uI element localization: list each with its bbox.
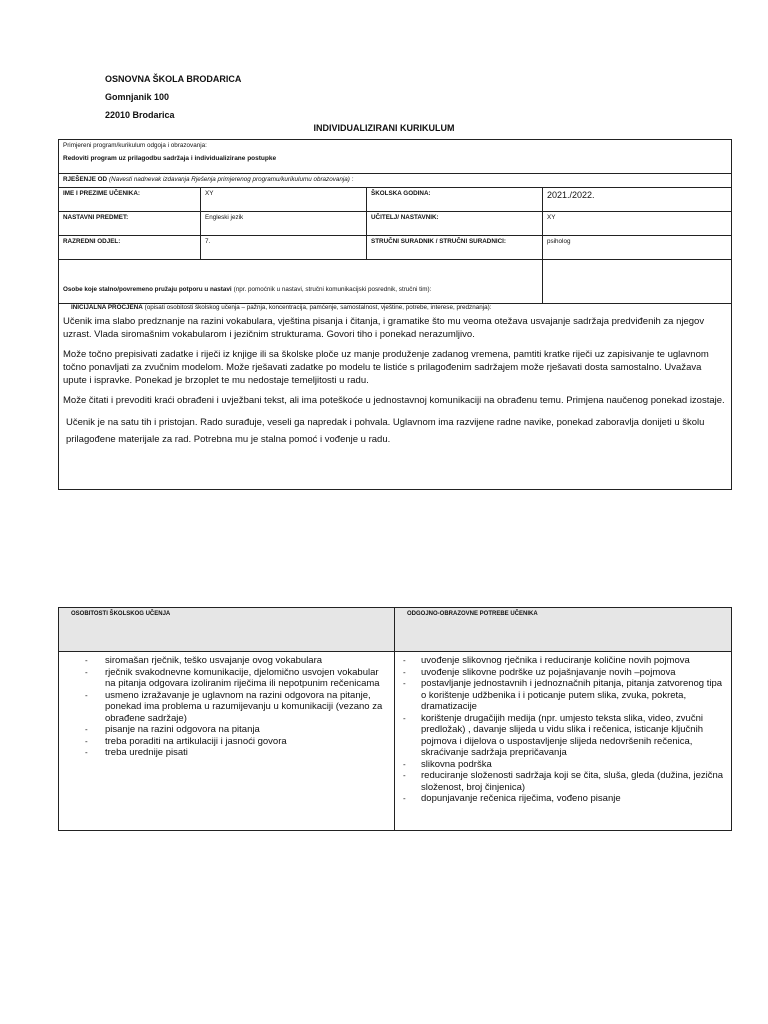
program-cell (59, 140, 732, 174)
educational-needs-cell (395, 652, 732, 831)
list-item: - treba poraditi na artikulaciji i jasnoći govora (65, 736, 388, 748)
support-note: (npr. pomoćnik u nastavi, stručni komunikacijski posrednik, stručni tim): (233, 286, 432, 293)
decision-label: RJEŠENJE OD (63, 176, 108, 183)
program-value: Redoviti program uz prilagodbu sadržaja i individualizirane postupke (63, 155, 277, 162)
school-name: OSNOVNA ŠKOLA BRODARICA (105, 74, 242, 84)
expert-label: STRUČNI SURADNIK / STRUČNI SURADNICI: (367, 236, 543, 260)
list-item: - uvođenje slikovnog rječnika i reduciranje količine novih pojmova (401, 655, 725, 667)
subject-label: NASTAVNI PREDMET: (59, 212, 201, 236)
learning-features-cell (59, 652, 395, 831)
class-value: 7. (201, 236, 367, 260)
class-label: RAZREDNI ODJEL: (59, 236, 201, 260)
document-title: INDIVIDUALIZIRANI KURIKULUM (313, 123, 455, 133)
program-label: Primjereni program/kurikulum odgoja i obrazovanja: (63, 142, 207, 149)
initial-title (71, 304, 727, 312)
expert-value: psiholog (543, 236, 732, 260)
learning-features-list (65, 655, 388, 759)
decision-suffix: : (351, 176, 354, 183)
initial-note: (opisati osobitosti školskog učenja – pažnja, koncentracija, pamćenje, samostalnost, vještine, potrebe, interese, predznanja): (144, 304, 492, 311)
initial-paragraph-3: Može čitati i prevoditi kraći obrađeni i uvježbani tekst, ali ima poteškoće u jednostavnoj komunikaciji na obrađenu temu. Primjena naučenog ponekad izostaje. (63, 395, 725, 406)
year-label: ŠKOLSKA GODINA: (367, 188, 543, 212)
teacher-value: XY (543, 212, 732, 236)
initial-paragraph-2: Može točno prepisivati zadatke i riječi iz knjige ili sa školske ploče uz manje produženje zadanog vremena, pamtiti kratke riječi uz zapisivanje te uglavnom točno ponavljati za zvučnim modelom. Može rješavati zadatke po modelu te listiće s prilagođenim sadržajem može rješavati dosta samostalno. Uvažava upute i ispravke. Ponekad je brzoplet te mu nedostaje temeljitosti u radu. (63, 349, 709, 386)
learning-features-header: OSOBITOSTI ŠKOLSKOG UČENJA (59, 608, 395, 652)
decision-cell (59, 174, 732, 188)
support-value (543, 260, 732, 304)
list-item: - rječnik svakodnevne komunikacije, djelomično usvojen vokabular na pitanja odgovara izoliranim riječima ili nepotpunim rečenicama (65, 667, 388, 690)
student-label: IME I PREZIME UČENIKA: (59, 188, 201, 212)
support-cell (59, 260, 543, 304)
list-item: - dopunjavanje rečenica riječima, vođeno pisanje (401, 793, 725, 805)
initial-paragraph-1: Učenik ima slabo predznanje na razini vokabulara, vještina pisanja i čitanja, i gramatike što mu veoma otežava usvajanje sadržaja predviđenih za njegov uzrast. Vlada siromašnim vokabularom i jezičnim strukturama. Govori tiho i ponekad nerazumljivo. (63, 316, 705, 340)
learning-needs-table (58, 607, 732, 831)
list-item: - uvođenje slikovne podrške uz pojašnjavanje novih –pojmova (401, 667, 725, 679)
school-city: 22010 Brodarica (105, 110, 175, 120)
student-value: XY (201, 188, 367, 212)
list-item: - postavljanje jednostavnih i jednoznačnih pitanja, pitanja zatvorenog tipa o korištenje udžbenika i i poticanje putem slika, zvuka, pokreta, dramatizacije (401, 678, 725, 713)
support-label: Osobe koje stalno/povremeno pružaju potporu u nastavi (63, 286, 232, 293)
list-item: - treba urednije pisati (65, 747, 388, 759)
list-item: - reduciranje složenosti sadržaja koji se čita, sluša, gleda (dužina, jezična složenost, broj činjenica) (401, 770, 725, 793)
initial-label: INICIJALNA PROCJENA (71, 304, 143, 311)
year-value: 2021./2022. (543, 188, 732, 212)
list-item: - slikovna podrška (401, 759, 725, 771)
initial-assessment-cell (59, 304, 732, 490)
decision-note: (Navesti nadnevak izdavanja Rješenja primjerenog programu/kurikulumu obrazovanja) (109, 176, 350, 183)
list-item: - usmeno izražavanje je uglavnom na razini odgovora na pitanje, ponekad ima problema u razumijevanju u komunikaciji (vezano za obrađene sadržaje) (65, 690, 388, 725)
educational-needs-header: ODGOJNO-OBRAZOVNE POTREBE UČENIKA (395, 608, 732, 652)
initial-paragraph-4: Učenik je na satu tih i pristojan. Rado surađuje, veseli ga napredak i pohvala. Uglavnom ima razvijene radne navike, ponekad zaboravlja donijeti u školu prilagođene materijale za rad. Potrebna mu je stalna pomoć i vođenje u radu. (66, 417, 705, 445)
school-street: Gomnjanik 100 (105, 92, 170, 102)
educational-needs-list (401, 655, 725, 805)
school-header (105, 70, 241, 124)
list-item: - pisanje na razini odgovora na pitanja (65, 724, 388, 736)
subject-value: Engleski jezik (201, 212, 367, 236)
list-item: - siromašan rječnik, teško usvajanje ovog vokabulara (65, 655, 388, 667)
list-item: - korištenje drugačijih medija (npr. umjesto teksta slika, video, zvučni predložak) , davanje slijeda u vidu slika i rečenica, isticanje ključnih pojmova i dijelova o uspostavljenje slijeda nedovršenih rečenica, skraćivanje sadržaja prepričavanja (401, 713, 725, 759)
teacher-label: UČITELJ/ NASTAVNIK: (367, 212, 543, 236)
curriculum-table (58, 139, 732, 490)
